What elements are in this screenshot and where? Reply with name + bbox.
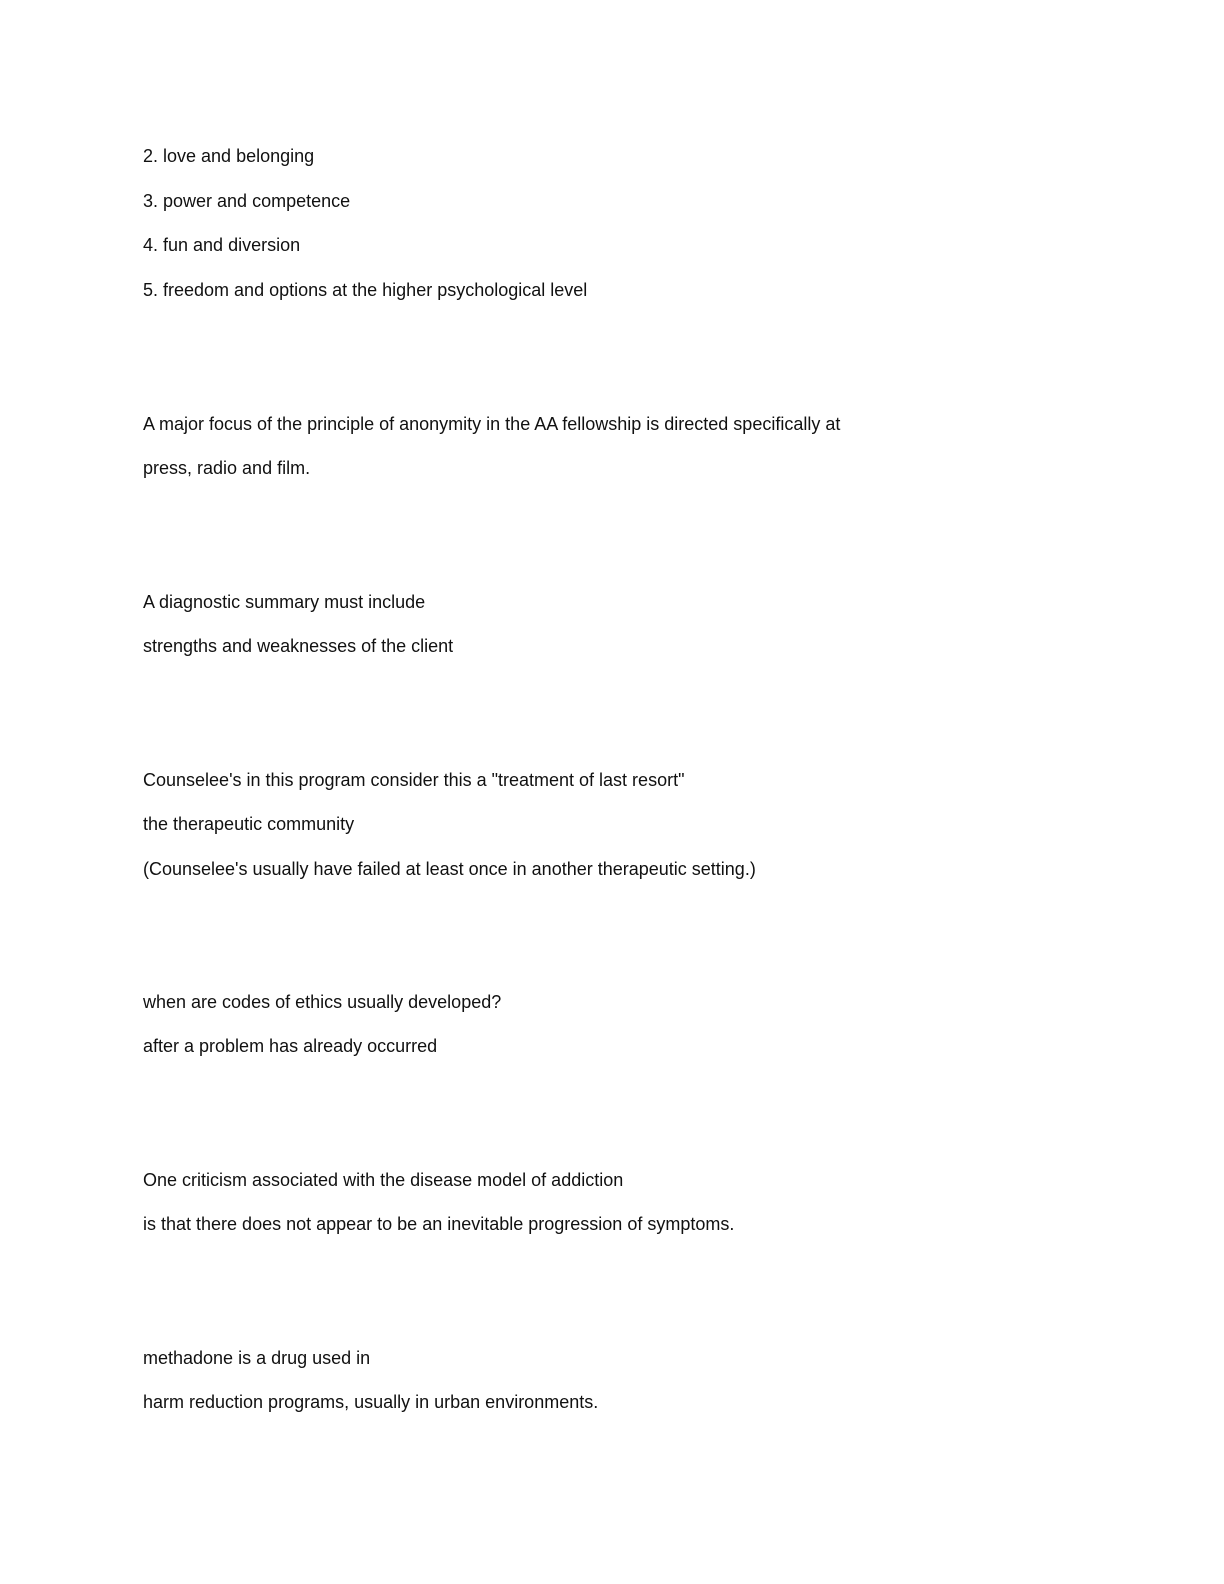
question-text: methadone is a drug used in [143,1348,371,1368]
list-item: 5. freedom and options at the higher psychological level [143,280,588,300]
answer-text: strengths and weaknesses of the client [143,636,454,656]
list-item: 3. power and competence [143,191,351,211]
list-item: 2. love and belonging [143,146,315,166]
list-item: 4. fun and diversion [143,235,301,255]
note-text: (Counselee's usually have failed at least once in another therapeutic setting.) [143,859,756,879]
answer-text: the therapeutic community [143,814,355,834]
answer-text: after a problem has already occurred [143,1036,438,1056]
question-text: One criticism associated with the disease model of addiction [143,1170,624,1190]
question-text: A major focus of the principle of anonymity in the AA fellowship is directed specifically at [143,414,841,434]
answer-text: is that there does not appear to be an inevitable progression of symptoms. [143,1214,735,1234]
question-text: Counselee's in this program consider this a "treatment of last resort" [143,770,685,790]
answer-text: press, radio and film. [143,458,311,478]
question-text: when are codes of ethics usually developed? [143,992,502,1012]
answer-text: harm reduction programs, usually in urban environments. [143,1392,599,1412]
question-text: A diagnostic summary must include [143,592,426,612]
